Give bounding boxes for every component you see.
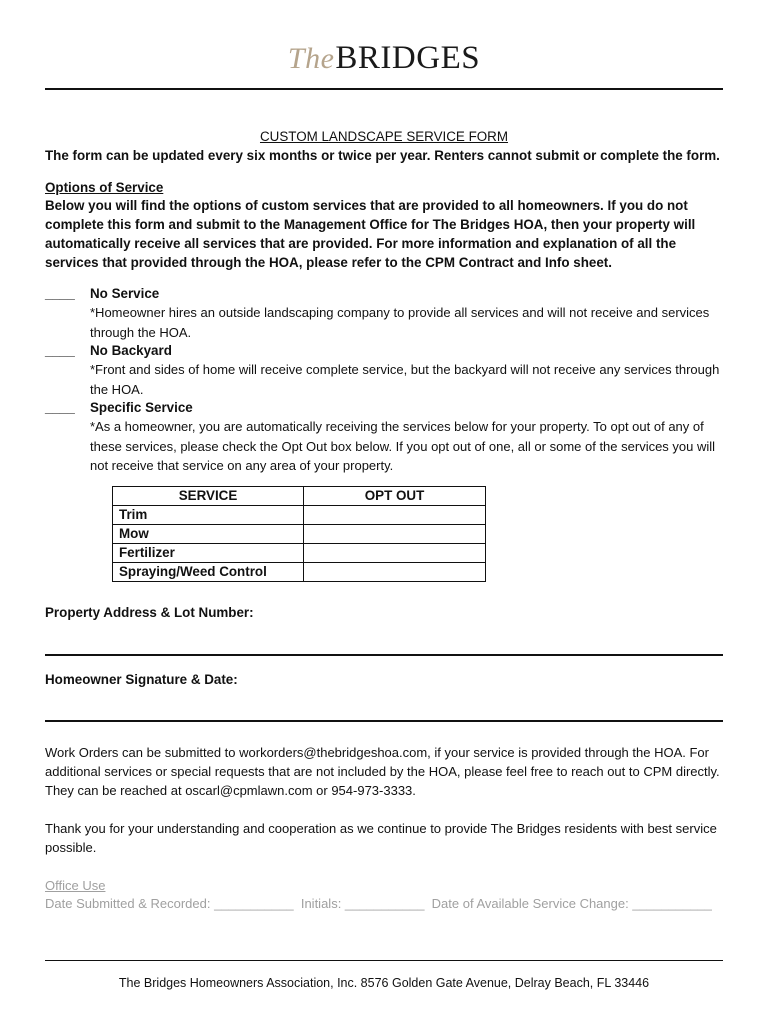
signature-line[interactable]	[45, 720, 723, 722]
service-table	[112, 486, 486, 582]
table-row	[113, 544, 486, 563]
options-heading: Options of Service	[45, 180, 164, 195]
signature-label: Homeowner Signature & Date:	[45, 672, 238, 687]
service-name: Mow	[113, 525, 304, 544]
options-intro: Below you will find the options of custom services that are provided to all homeowners. If you do not complete this form and submit to the Management Office for The Bridges HOA, then your property will automatically receive all services that are provided. For more information and explanation of all the services that provided through the HOA, please refer to the CPM Contract and Info sheet.	[45, 198, 696, 270]
footer-address: The Bridges Homeowners Association, Inc. 8576 Golden Gate Avenue, Delray Beach, FL 33446	[118, 976, 650, 990]
thanks-text: Thank you for your understanding and cooperation as we continue to provide The Bridges residents with best service possible.	[45, 821, 717, 855]
opt-out-box[interactable]	[304, 525, 486, 544]
service-name: Spraying/Weed Control	[113, 563, 304, 582]
form-title: CUSTOM LANDSCAPE SERVICE FORM	[259, 129, 509, 144]
office-use-heading: Office Use	[45, 878, 106, 893]
option-no-backyard-blank[interactable]: ____	[45, 343, 75, 358]
address-line[interactable]	[45, 654, 723, 656]
option-no-backyard-title: No Backyard	[90, 343, 172, 358]
service-column-header: SERVICE	[113, 487, 304, 506]
header-divider	[45, 88, 723, 90]
option-no-service-desc: *Homeowner hires an outside landscaping company to provide all services and will not receive and services through the HOA.	[90, 305, 710, 340]
option-no-backyard-desc: *Front and sides of home will receive complete service, but the backyard will not receive any services through the HOA.	[90, 362, 720, 397]
logo-main: BRIDGES	[335, 40, 481, 76]
opt-out-box[interactable]	[304, 506, 486, 525]
bridges-logo	[0, 40, 768, 77]
opt-out-box[interactable]	[304, 544, 486, 563]
footer-divider	[45, 960, 723, 961]
option-specific-service-title: Specific Service	[90, 400, 193, 415]
table-row	[113, 563, 486, 582]
service-name: Trim	[113, 506, 304, 525]
option-no-service-title: No Service	[90, 286, 160, 301]
office-use-line: Date Submitted & Recorded: ___________ Initials: ___________ Date of Available Service Change: ___________	[45, 896, 712, 911]
option-specific-service-blank[interactable]: ____	[45, 400, 75, 415]
opt-out-column-header: OPT OUT	[304, 487, 486, 506]
option-specific-service-desc: *As a homeowner, you are automatically receiving the services below for your property. To opt out of any of these services, please check the Opt Out box below. If you opt out of one, all or some of the services you will not receive that service on any area of your property.	[90, 419, 716, 473]
option-no-service-blank[interactable]: ____	[45, 286, 75, 301]
service-name: Fertilizer	[113, 544, 304, 563]
table-row	[113, 525, 486, 544]
table-row	[113, 506, 486, 525]
opt-out-box[interactable]	[304, 563, 486, 582]
work-orders-text: Work Orders can be submitted to workorders@thebridgeshoa.com, if your service is provided through the HOA. For additional services or special requests that are not included by the HOA, please feel free to reach out to CPM directly. They can be reached at oscarl@cpmlawn.com or 954-973-3333.	[45, 745, 720, 798]
logo-prefix: The	[287, 42, 335, 75]
address-label: Property Address & Lot Number:	[45, 605, 254, 620]
form-intro: The form can be updated every six months or twice per year. Renters cannot submit or complete the form.	[45, 148, 720, 163]
service-table-header	[113, 487, 486, 506]
